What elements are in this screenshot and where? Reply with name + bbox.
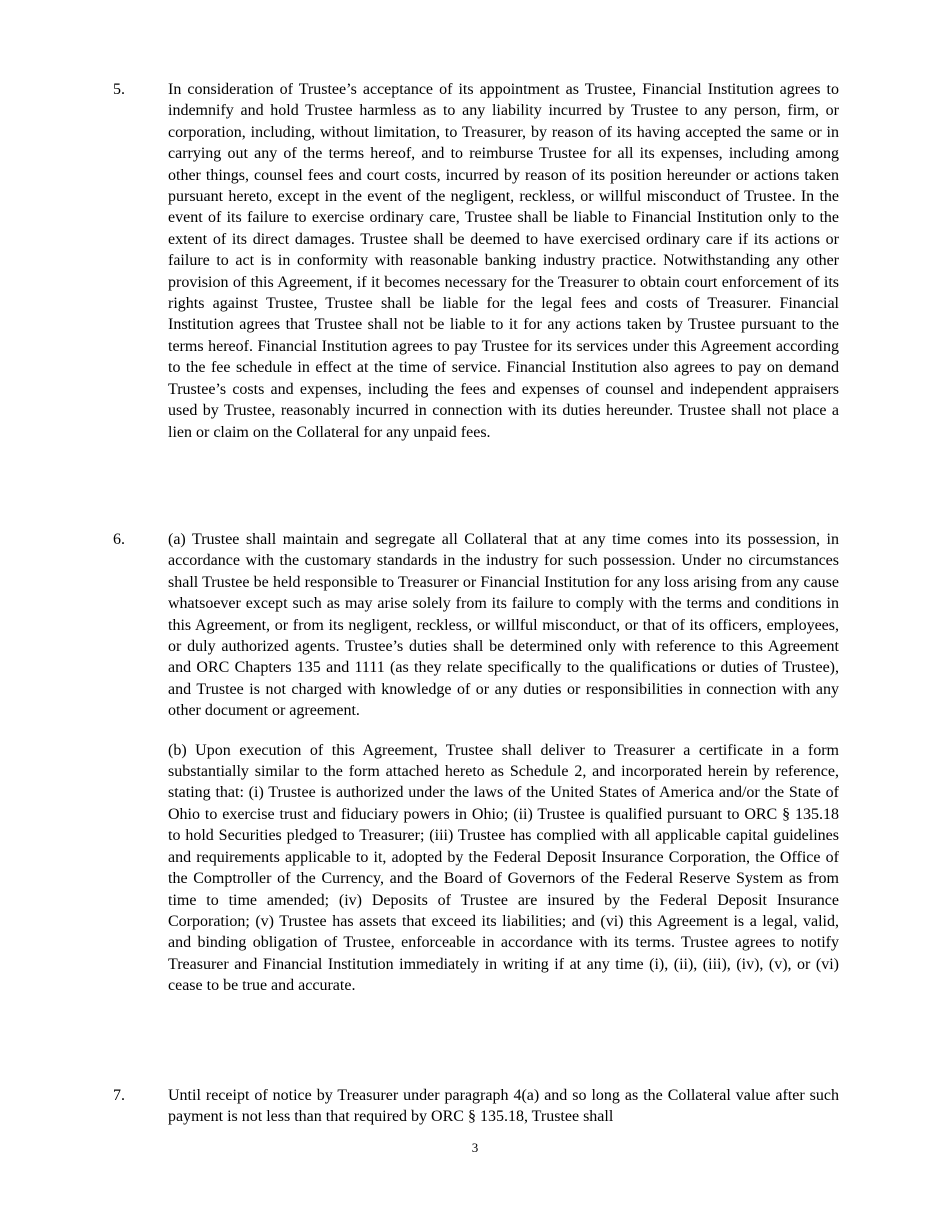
subparagraph-b: (b) Upon execution of this Agreement, Trustee shall deliver to Treasurer a certificate in a form substantially similar to the form attached hereto as Schedule 2, and incorporated herein by reference, stating that: (i) Trustee is authorized under the laws of the United States of America and/or the State of Ohio to exercise trust and fiduciary powers in Ohio; (ii) Trustee is qualified pursuant to ORC § 135.18 to hold Securities pledged to Treasurer; (iii) Trustee has complied with all applicable capital guidelines and requirements applicable to it, adopted by the Federal Deposit Insurance Corporation, the Office of the Comptroller of the Currency, and the Board of Governors of the Federal Reserve System as from time to time amended; (iv) Deposits of Trustee are insured by the Federal Deposit Insurance Corporation; (v) Trustee has assets that exceed its liabilities; and (vi) this Agreement is a legal, valid, and binding obligation of Trustee, enforceable in accordance with its terms. Trustee agrees to notify Treasurer and Financial Institution immediately in writing if at any time (i), (ii), (iii), (iv), (v), or (vi) cease to be true and accurate. (168, 741, 839, 995)
paragraph-number: 5. (113, 81, 125, 98)
paragraph-text: Until receipt of notice by Treasurer under paragraph 4(a) and so long as the Collateral value after such payment is not less than that required by ORC § 135.18, Trustee shall (168, 1087, 839, 1126)
paragraph-text: In consideration of Trustee’s acceptance of its appointment as Trustee, Financial Institution agrees to indemnify and hold Trustee harmless as to any liability incurred by Trustee to any person, firm, or corporation, including, without limitation, to Treasurer, by reason of its having accepted the same or in carrying out any of the terms hereof, and to reimburse Trustee for all its expenses, including among other things, counsel fees and court costs, incurred by reason of its position hereunder or actions taken pursuant hereto, except in the event of the negligent, reckless, or willful misconduct of Trustee. In the event of its failure to exercise ordinary care, Trustee shall be liable to Financial Institution only to the extent of its direct damages. Trustee shall be deemed to have exercised ordinary care if its actions or failure to act is in conformity with reasonable banking industry practice. Notwithstanding any other provision of this Agreement, if it becomes necessary for the Treasurer to obtain court enforcement of its rights against Trustee, Trustee shall be liable for the legal fees and costs of Treasurer. Financial Institution agrees that Trustee shall not be liable to it for any actions taken by Trustee pursuant to the terms hereof. Financial Institution agrees to pay Trustee for its services under this Agreement according to the fee schedule in effect at the time of service. Financial Institution also agrees to pay on demand Trustee’s costs and expenses, including the fees and expenses of counsel and independent appraisers used by Trustee, reasonably incurred in connection with its duties hereunder. Trustee shall not place a lien or claim on the Collateral for any unpaid fees. (168, 81, 839, 441)
subparagraph-a: (a) Trustee shall maintain and segregate all Collateral that at any time comes into its possession, in accordance with the customary standards in the industry for such possession. Under no circumstances shall Trustee be held responsible to Treasurer or Financial Institution for any loss arising from any cause whatsoever except such as may arise solely from its failure to comply with the terms and conditions in this Agreement, or from its negligent, reckless, or willful misconduct, or that of its officers, employees, or duly authorized agents. Trustee’s duties shall be determined only with reference to this Agreement and ORC Chapters 135 and 1111 (as they relate specifically to the qualifications or duties of Trustee), and Trustee is not charged with knowledge of or any duties or responsibilities in connection with any other document or agreement. (168, 531, 839, 720)
paragraph-5 (113, 79, 839, 443)
paragraph-number: 6. (113, 531, 125, 548)
paragraph-6 (113, 529, 839, 997)
paragraph-number: 7. (113, 1087, 125, 1104)
page-number: 3 (471, 1140, 479, 1155)
paragraph-7 (113, 1085, 839, 1128)
